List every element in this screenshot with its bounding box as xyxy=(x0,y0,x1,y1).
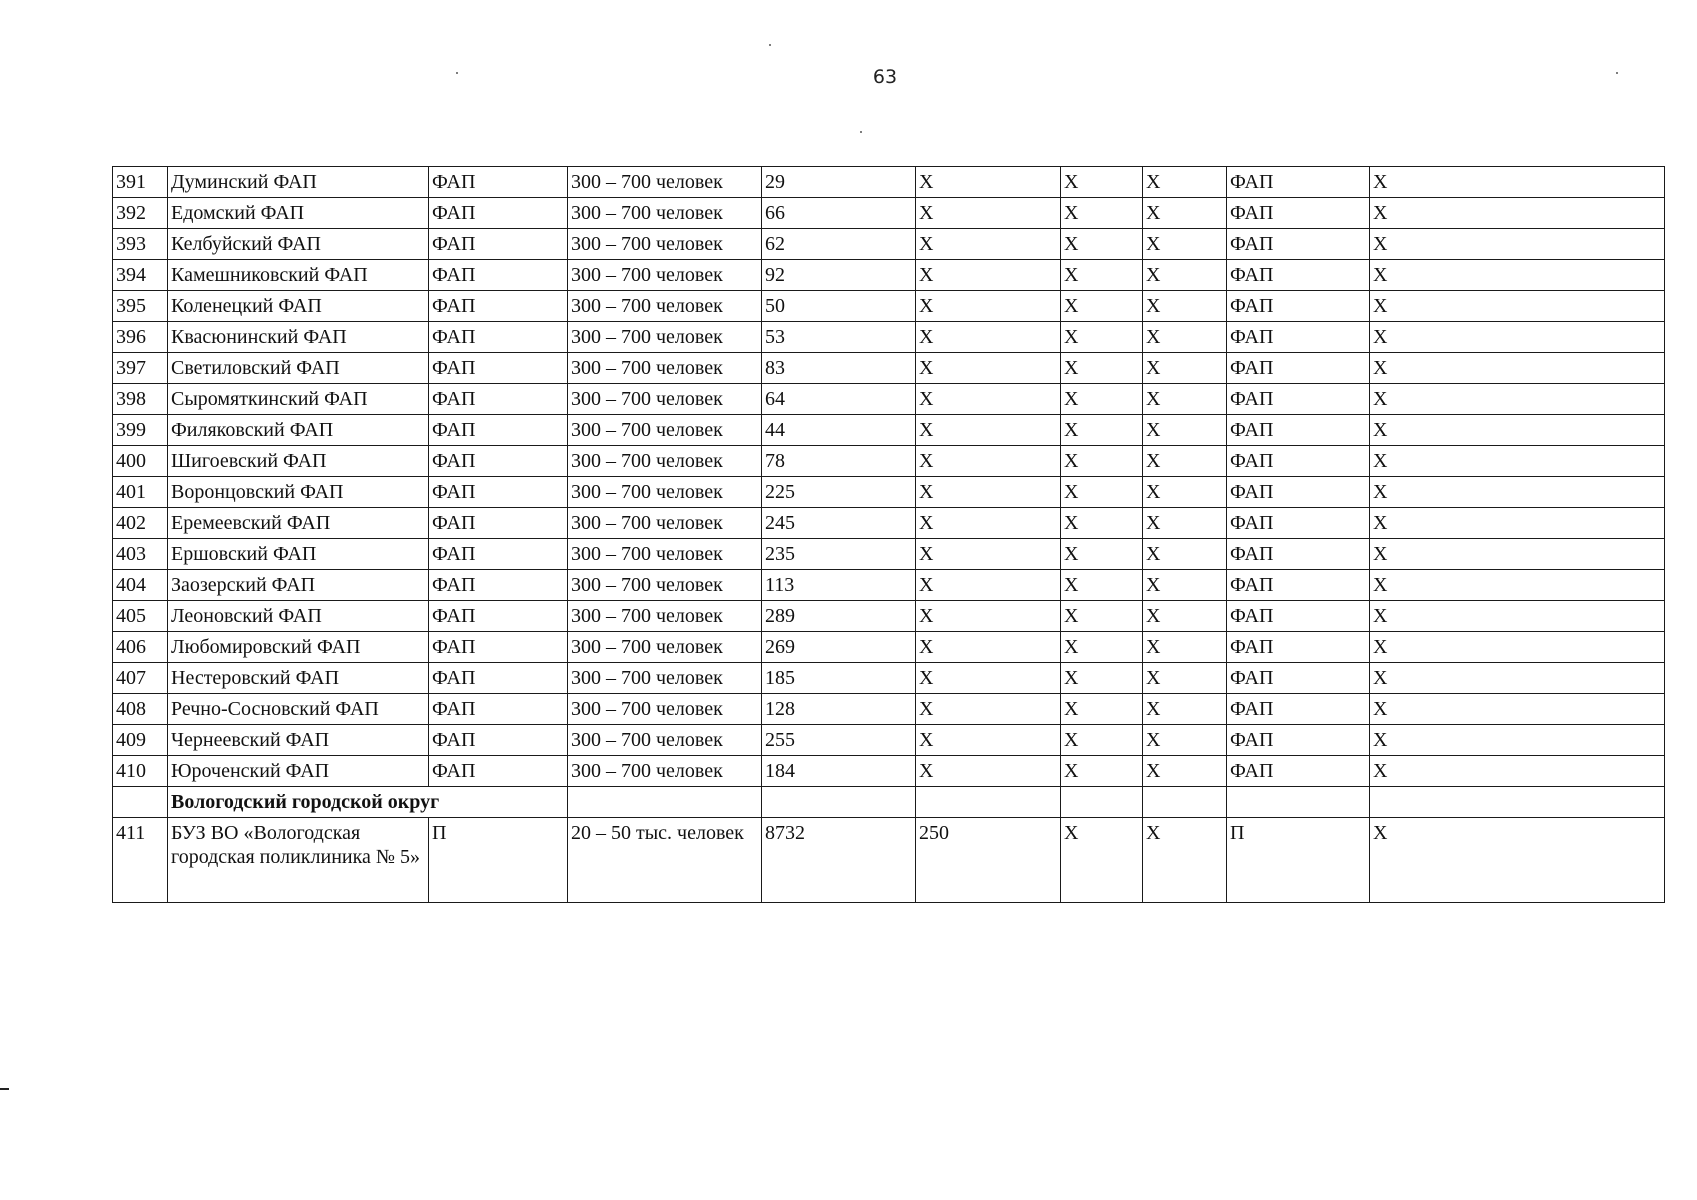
cell-count: 235 xyxy=(762,539,916,570)
cell-num: 400 xyxy=(113,446,168,477)
table-row xyxy=(113,570,1665,601)
cell-type: ФАП xyxy=(429,167,568,198)
cell-num: 402 xyxy=(113,508,168,539)
cell-num: 403 xyxy=(113,539,168,570)
cell-count: 53 xyxy=(762,322,916,353)
cell-type: ФАП xyxy=(429,322,568,353)
table-row xyxy=(113,663,1665,694)
margin-dash xyxy=(0,1088,9,1090)
cell-count: 50 xyxy=(762,291,916,322)
cell-col9: ФАП xyxy=(1227,477,1370,508)
cell-col8: X xyxy=(1143,384,1227,415)
cell-col6: X xyxy=(916,229,1061,260)
cell-col8: X xyxy=(1143,167,1227,198)
cell-name: Ершовский ФАП xyxy=(168,539,429,570)
cell-name: Еремеевский ФАП xyxy=(168,508,429,539)
cell-col10: X xyxy=(1370,663,1665,694)
cell-count: 78 xyxy=(762,446,916,477)
cell-col6: X xyxy=(916,570,1061,601)
cell-count: 44 xyxy=(762,415,916,446)
table-row xyxy=(113,632,1665,663)
cell-col8: X xyxy=(1143,260,1227,291)
cell-type: ФАП xyxy=(429,632,568,663)
cell-num: 406 xyxy=(113,632,168,663)
cell-capacity: 300 – 700 человек xyxy=(568,198,762,229)
cell-num: 401 xyxy=(113,477,168,508)
cell-col7: X xyxy=(1061,632,1143,663)
cell-type: ФАП xyxy=(429,508,568,539)
cell-col10: X xyxy=(1370,198,1665,229)
cell-col8: X xyxy=(1143,508,1227,539)
cell-col8: X xyxy=(1143,694,1227,725)
cell-count: 269 xyxy=(762,632,916,663)
cell-col9: ФАП xyxy=(1227,539,1370,570)
cell-col10: X xyxy=(1370,260,1665,291)
cell-col8: X xyxy=(1143,539,1227,570)
cell-name: Филяковский ФАП xyxy=(168,415,429,446)
cell-col6: X xyxy=(916,632,1061,663)
cell-type: ФАП xyxy=(429,353,568,384)
facilities-table xyxy=(112,166,1665,903)
cell-capacity: 300 – 700 человек xyxy=(568,291,762,322)
cell-col10: X xyxy=(1370,291,1665,322)
cell-count: 255 xyxy=(762,725,916,756)
cell-name: Келбуйский ФАП xyxy=(168,229,429,260)
cell-col9: ФАП xyxy=(1227,291,1370,322)
cell-type: ФАП xyxy=(429,663,568,694)
cell-col8: X xyxy=(1143,477,1227,508)
cell-col7: X xyxy=(1061,260,1143,291)
cell-name: Думинский ФАП xyxy=(168,167,429,198)
cell-name: Юроченский ФАП xyxy=(168,756,429,787)
section-row xyxy=(113,787,1665,818)
cell-col10: X xyxy=(1370,446,1665,477)
cell-capacity: 300 – 700 человек xyxy=(568,167,762,198)
cell-name: Любомировский ФАП xyxy=(168,632,429,663)
cell-col9: ФАП xyxy=(1227,322,1370,353)
cell-count: 92 xyxy=(762,260,916,291)
cell-col7: X xyxy=(1061,415,1143,446)
cell-count: 225 xyxy=(762,477,916,508)
cell-type: ФАП xyxy=(429,198,568,229)
cell-col8: X xyxy=(1143,756,1227,787)
cell-capacity: 300 – 700 человек xyxy=(568,508,762,539)
cell-col10: X xyxy=(1370,694,1665,725)
cell-col10: X xyxy=(1370,818,1665,903)
cell-col7: X xyxy=(1061,663,1143,694)
cell-col7: X xyxy=(1061,322,1143,353)
cell-capacity: 300 – 700 человек xyxy=(568,725,762,756)
cell-col6: X xyxy=(916,446,1061,477)
cell-col9: ФАП xyxy=(1227,694,1370,725)
cell-name: Нестеровский ФАП xyxy=(168,663,429,694)
table-row-last xyxy=(113,818,1665,903)
scan-speck xyxy=(456,72,458,74)
cell-col8: X xyxy=(1143,322,1227,353)
cell-num: 395 xyxy=(113,291,168,322)
table-row xyxy=(113,601,1665,632)
cell-count: 113 xyxy=(762,570,916,601)
cell-col10: X xyxy=(1370,570,1665,601)
cell-col9: ФАП xyxy=(1227,415,1370,446)
cell-num: 394 xyxy=(113,260,168,291)
cell-col10: X xyxy=(1370,229,1665,260)
cell-count: 128 xyxy=(762,694,916,725)
cell-col6: X xyxy=(916,725,1061,756)
cell-col6: X xyxy=(916,477,1061,508)
cell-name: Коленецкий ФАП xyxy=(168,291,429,322)
cell-num: 393 xyxy=(113,229,168,260)
cell-capacity: 300 – 700 человек xyxy=(568,415,762,446)
cell-col6: 250 xyxy=(916,818,1061,903)
table-row xyxy=(113,694,1665,725)
cell-col9: ФАП xyxy=(1227,167,1370,198)
cell-col9: ФАП xyxy=(1227,260,1370,291)
section-cell xyxy=(1061,787,1143,818)
cell-name: Квасюнинский ФАП xyxy=(168,322,429,353)
cell-count: 66 xyxy=(762,198,916,229)
cell-col9: ФАП xyxy=(1227,601,1370,632)
section-cell xyxy=(1227,787,1370,818)
cell-num: 399 xyxy=(113,415,168,446)
cell-name: Чернеевский ФАП xyxy=(168,725,429,756)
cell-col7: X xyxy=(1061,384,1143,415)
cell-capacity: 300 – 700 человек xyxy=(568,446,762,477)
cell-col10: X xyxy=(1370,539,1665,570)
section-cell xyxy=(1143,787,1227,818)
cell-name: БУЗ ВО «Вологодская городская поликлиника № 5» xyxy=(168,818,429,903)
cell-num: 404 xyxy=(113,570,168,601)
cell-col6: X xyxy=(916,353,1061,384)
cell-type: ФАП xyxy=(429,415,568,446)
cell-col7: X xyxy=(1061,725,1143,756)
cell-name: Шигоевский ФАП xyxy=(168,446,429,477)
cell-count: 83 xyxy=(762,353,916,384)
cell-col7: X xyxy=(1061,198,1143,229)
cell-num: 411 xyxy=(113,818,168,903)
section-title: Вологодский городской округ xyxy=(168,787,568,818)
cell-col10: X xyxy=(1370,477,1665,508)
cell-col7: X xyxy=(1061,601,1143,632)
cell-type: ФАП xyxy=(429,384,568,415)
cell-col9: ФАП xyxy=(1227,663,1370,694)
cell-count: 245 xyxy=(762,508,916,539)
cell-capacity: 300 – 700 человек xyxy=(568,260,762,291)
cell-col10: X xyxy=(1370,508,1665,539)
cell-num: 409 xyxy=(113,725,168,756)
cell-col6: X xyxy=(916,601,1061,632)
cell-col7: X xyxy=(1061,353,1143,384)
cell-count: 29 xyxy=(762,167,916,198)
cell-col8: X xyxy=(1143,291,1227,322)
table-row xyxy=(113,384,1665,415)
cell-type: ФАП xyxy=(429,446,568,477)
cell-type: ФАП xyxy=(429,291,568,322)
cell-col9: ФАП xyxy=(1227,229,1370,260)
cell-num: 391 xyxy=(113,167,168,198)
cell-col7: X xyxy=(1061,570,1143,601)
cell-capacity: 300 – 700 человек xyxy=(568,229,762,260)
cell-col6: X xyxy=(916,663,1061,694)
cell-col6: X xyxy=(916,322,1061,353)
cell-type: П xyxy=(429,818,568,903)
cell-capacity: 300 – 700 человек xyxy=(568,384,762,415)
cell-col6: X xyxy=(916,694,1061,725)
cell-col10: X xyxy=(1370,167,1665,198)
table-row xyxy=(113,291,1665,322)
cell-col10: X xyxy=(1370,632,1665,663)
cell-col10: X xyxy=(1370,601,1665,632)
cell-capacity: 300 – 700 человек xyxy=(568,756,762,787)
page-number: 63 xyxy=(872,66,898,88)
cell-col7: X xyxy=(1061,539,1143,570)
table-row xyxy=(113,229,1665,260)
cell-col6: X xyxy=(916,756,1061,787)
cell-col7: X xyxy=(1061,229,1143,260)
table-row xyxy=(113,725,1665,756)
cell-col9: ФАП xyxy=(1227,508,1370,539)
cell-capacity: 300 – 700 человек xyxy=(568,632,762,663)
cell-col7: X xyxy=(1061,291,1143,322)
table-row xyxy=(113,477,1665,508)
cell-col10: X xyxy=(1370,415,1665,446)
cell-col8: X xyxy=(1143,632,1227,663)
cell-col10: X xyxy=(1370,725,1665,756)
cell-count: 289 xyxy=(762,601,916,632)
cell-num: 396 xyxy=(113,322,168,353)
cell-type: ФАП xyxy=(429,539,568,570)
cell-col7: X xyxy=(1061,167,1143,198)
cell-col8: X xyxy=(1143,446,1227,477)
cell-col9: ФАП xyxy=(1227,198,1370,229)
cell-name: Сыромяткинский ФАП xyxy=(168,384,429,415)
cell-col6: X xyxy=(916,415,1061,446)
table-row xyxy=(113,167,1665,198)
cell-col6: X xyxy=(916,167,1061,198)
table-row xyxy=(113,322,1665,353)
cell-col6: X xyxy=(916,198,1061,229)
cell-col8: X xyxy=(1143,415,1227,446)
scan-speck xyxy=(860,131,862,133)
cell-num: 408 xyxy=(113,694,168,725)
cell-type: ФАП xyxy=(429,756,568,787)
cell-col8: X xyxy=(1143,725,1227,756)
cell-num: 392 xyxy=(113,198,168,229)
cell-col8: X xyxy=(1143,229,1227,260)
cell-col9: ФАП xyxy=(1227,384,1370,415)
cell-col8: X xyxy=(1143,818,1227,903)
cell-col9: ФАП xyxy=(1227,570,1370,601)
cell-col9: ФАП xyxy=(1227,446,1370,477)
section-cell xyxy=(916,787,1061,818)
scan-speck xyxy=(769,44,771,46)
cell-capacity: 300 – 700 человек xyxy=(568,694,762,725)
cell-col9: ФАП xyxy=(1227,353,1370,384)
scan-speck xyxy=(1616,72,1618,74)
cell-name: Светиловский ФАП xyxy=(168,353,429,384)
cell-capacity: 300 – 700 человек xyxy=(568,663,762,694)
cell-name: Едомский ФАП xyxy=(168,198,429,229)
cell-col9: ФАП xyxy=(1227,632,1370,663)
cell-col10: X xyxy=(1370,322,1665,353)
table-row xyxy=(113,756,1665,787)
cell-capacity: 300 – 700 человек xyxy=(568,477,762,508)
cell-num: 405 xyxy=(113,601,168,632)
cell-count: 62 xyxy=(762,229,916,260)
cell-count: 184 xyxy=(762,756,916,787)
cell-capacity: 300 – 700 человек xyxy=(568,353,762,384)
cell-col10: X xyxy=(1370,756,1665,787)
table-row xyxy=(113,446,1665,477)
section-cell xyxy=(1370,787,1665,818)
table-body xyxy=(113,167,1665,903)
cell-col7: X xyxy=(1061,508,1143,539)
section-cell xyxy=(762,787,916,818)
cell-capacity: 300 – 700 человек xyxy=(568,322,762,353)
table-row xyxy=(113,415,1665,446)
cell-col10: X xyxy=(1370,353,1665,384)
cell-num: 397 xyxy=(113,353,168,384)
cell-col8: X xyxy=(1143,663,1227,694)
cell-type: ФАП xyxy=(429,601,568,632)
table-row xyxy=(113,353,1665,384)
section-cell-num xyxy=(113,787,168,818)
cell-type: ФАП xyxy=(429,570,568,601)
cell-col8: X xyxy=(1143,601,1227,632)
section-cell xyxy=(568,787,762,818)
table-row xyxy=(113,198,1665,229)
cell-name: Леоновский ФАП xyxy=(168,601,429,632)
table-row xyxy=(113,508,1665,539)
cell-count: 64 xyxy=(762,384,916,415)
cell-type: ФАП xyxy=(429,725,568,756)
cell-capacity: 20 – 50 тыс. человек xyxy=(568,818,762,903)
cell-col6: X xyxy=(916,384,1061,415)
cell-name: Заозерский ФАП xyxy=(168,570,429,601)
cell-name: Речно-Сосновский ФАП xyxy=(168,694,429,725)
cell-col9: ФАП xyxy=(1227,725,1370,756)
table-row xyxy=(113,260,1665,291)
cell-col6: X xyxy=(916,260,1061,291)
cell-col9: ФАП xyxy=(1227,756,1370,787)
cell-num: 407 xyxy=(113,663,168,694)
cell-capacity: 300 – 700 человек xyxy=(568,570,762,601)
cell-capacity: 300 – 700 человек xyxy=(568,539,762,570)
cell-num: 410 xyxy=(113,756,168,787)
cell-col10: X xyxy=(1370,384,1665,415)
cell-col6: X xyxy=(916,539,1061,570)
cell-col7: X xyxy=(1061,446,1143,477)
cell-name: Камешниковский ФАП xyxy=(168,260,429,291)
cell-col7: X xyxy=(1061,818,1143,903)
cell-type: ФАП xyxy=(429,260,568,291)
cell-col8: X xyxy=(1143,353,1227,384)
cell-num: 398 xyxy=(113,384,168,415)
cell-col6: X xyxy=(916,291,1061,322)
table-row xyxy=(113,539,1665,570)
cell-name: Воронцовский ФАП xyxy=(168,477,429,508)
cell-col8: X xyxy=(1143,570,1227,601)
cell-count: 8732 xyxy=(762,818,916,903)
cell-col8: X xyxy=(1143,198,1227,229)
cell-col6: X xyxy=(916,508,1061,539)
cell-count: 185 xyxy=(762,663,916,694)
cell-capacity: 300 – 700 человек xyxy=(568,601,762,632)
cell-type: ФАП xyxy=(429,229,568,260)
cell-type: ФАП xyxy=(429,477,568,508)
cell-type: ФАП xyxy=(429,694,568,725)
cell-col7: X xyxy=(1061,756,1143,787)
cell-col9: П xyxy=(1227,818,1370,903)
cell-col7: X xyxy=(1061,694,1143,725)
cell-col7: X xyxy=(1061,477,1143,508)
